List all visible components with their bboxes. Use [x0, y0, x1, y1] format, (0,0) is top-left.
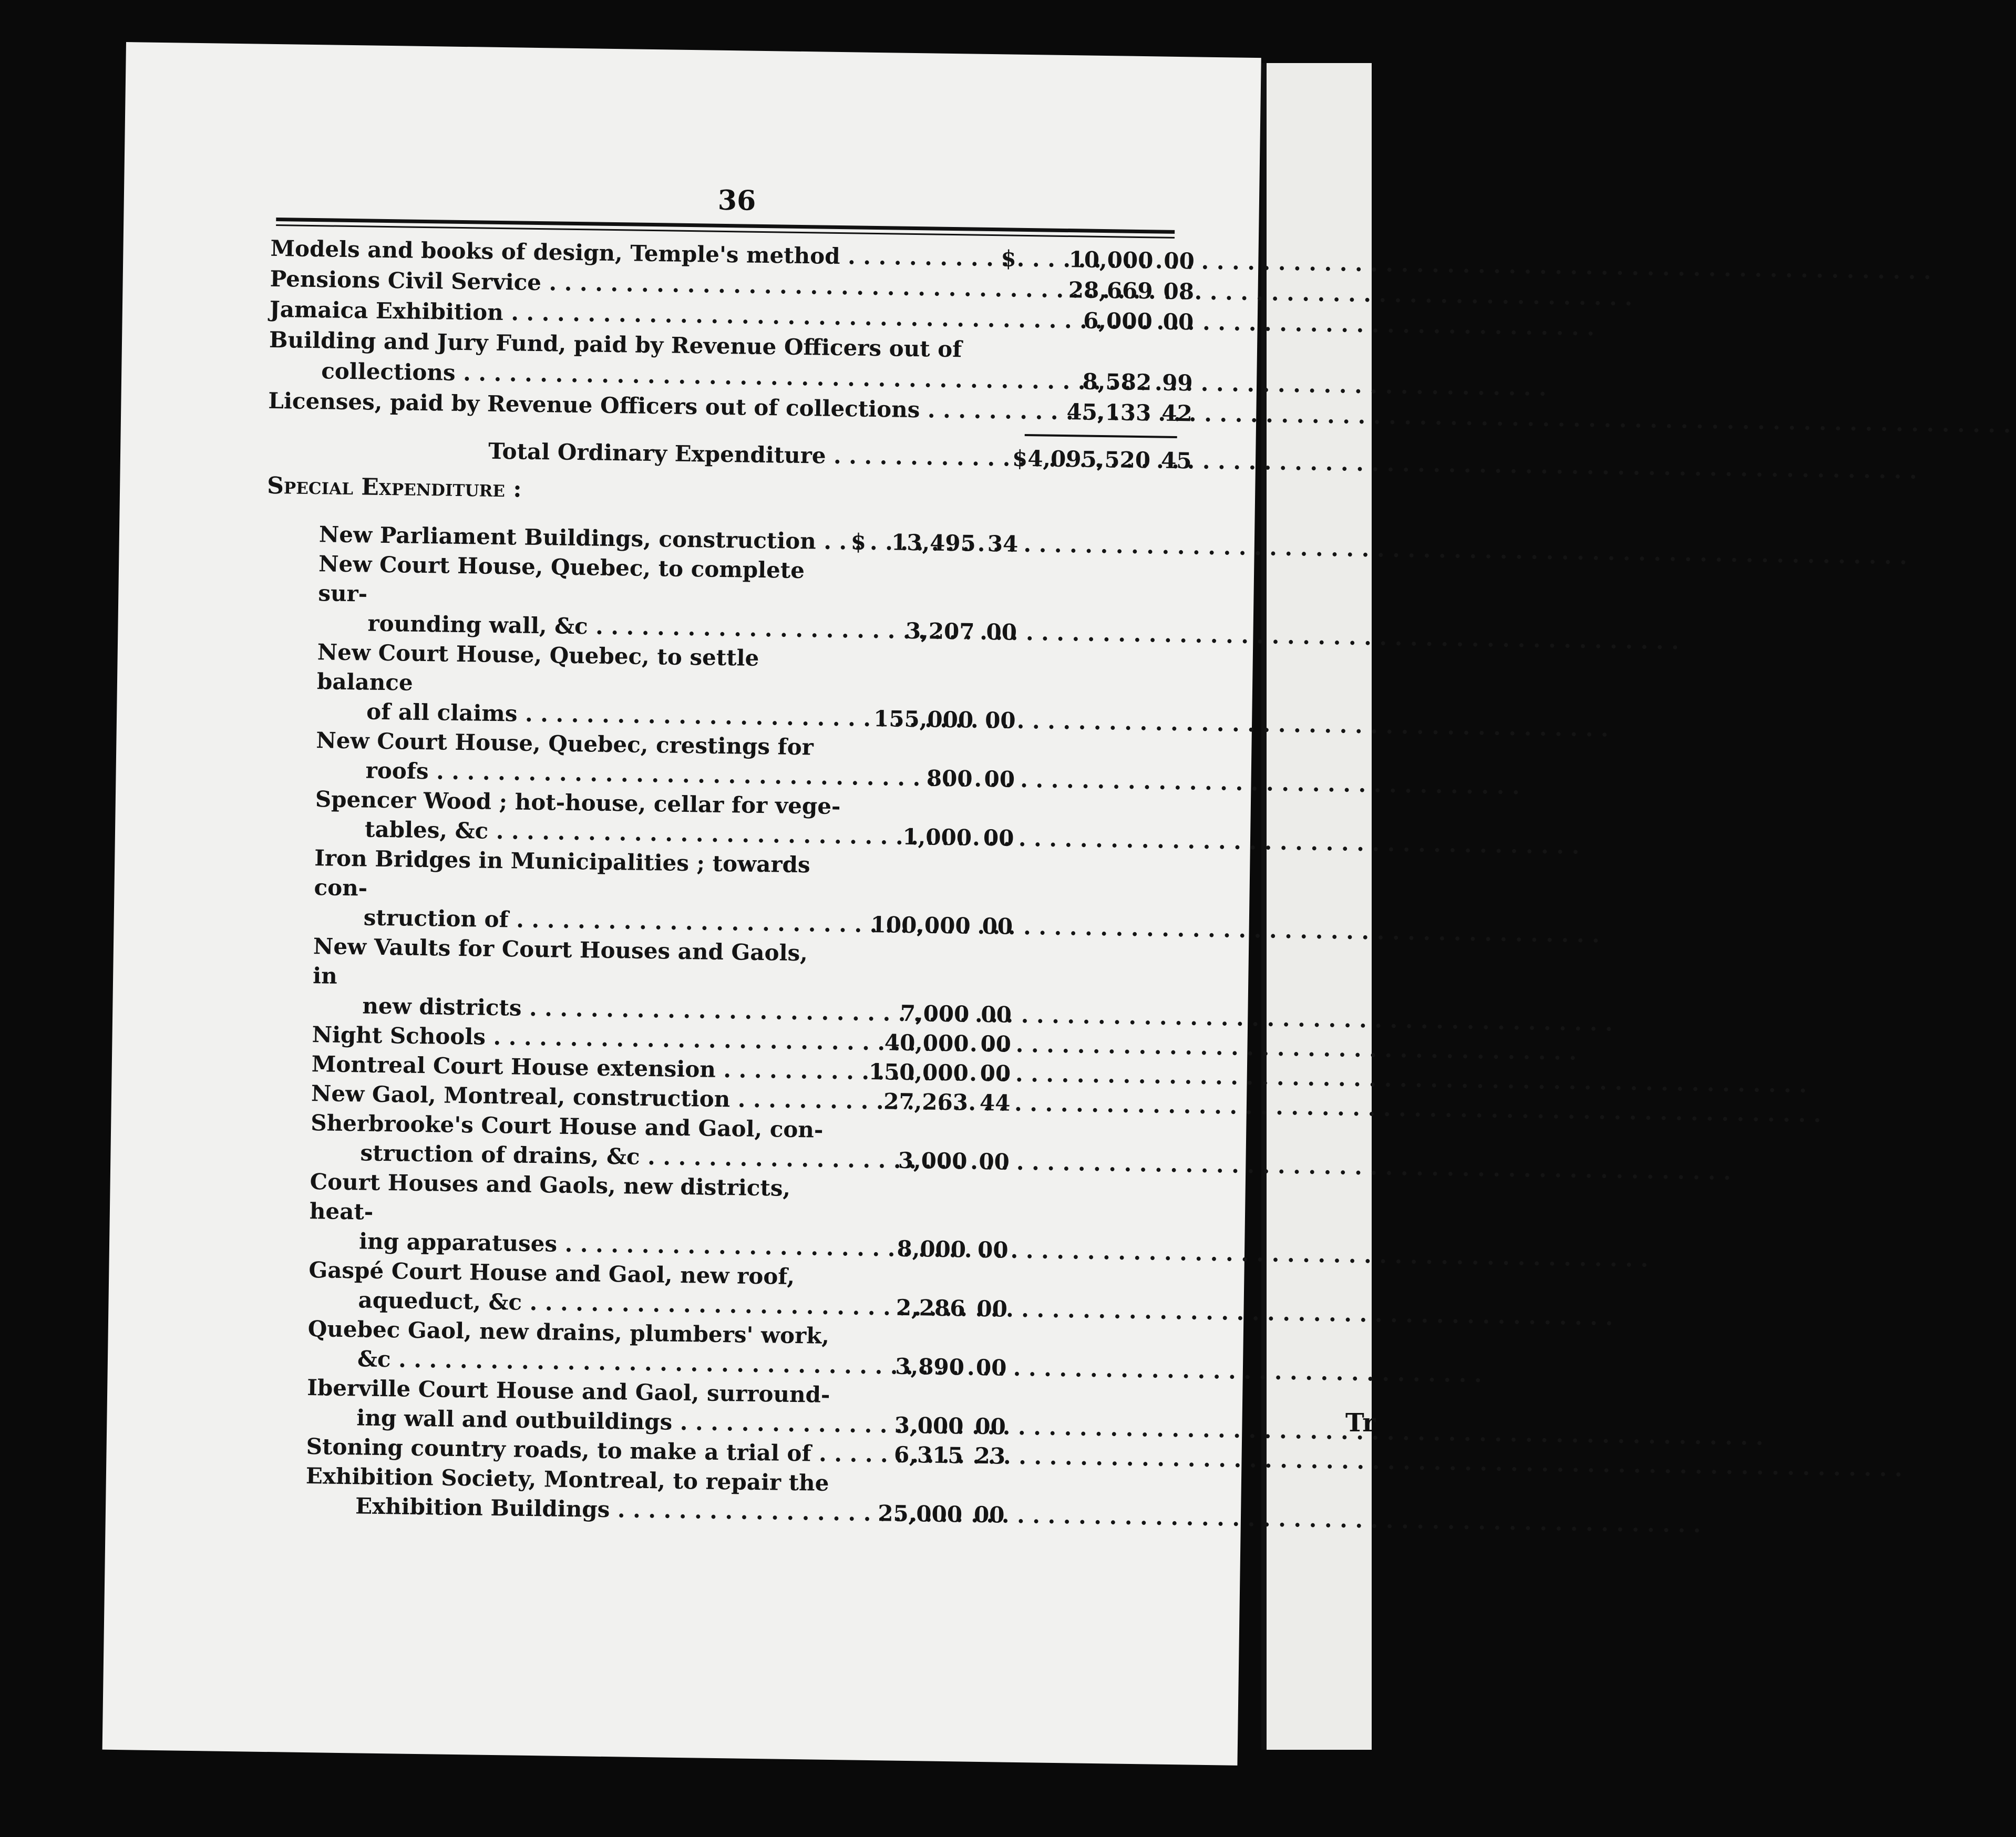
entry-cents: 00: [973, 1501, 1005, 1528]
entry-amount: 28,669: [1068, 277, 1153, 304]
entry-amount: 3,000: [894, 1412, 964, 1439]
entry-label: ing apparatuses . . .: [309, 1226, 835, 1263]
entry-label: Night Schools . . .: [312, 1020, 838, 1057]
entry-amount: 6,315: [893, 1441, 963, 1469]
entry-amount: 1,000: [902, 823, 972, 851]
entry-label: Pensions Civil Service . . .: [270, 264, 995, 304]
total-label: Total Ordinary Expenditure . . .: [268, 433, 993, 473]
entry-label: &c . . .: [307, 1344, 834, 1380]
total-amount: $4,095,520: [1012, 445, 1151, 473]
entry-label: roofs . . .: [315, 755, 841, 792]
entry-amount: 25,000: [877, 1500, 963, 1528]
page-number: 36: [717, 184, 756, 217]
entry-label: New Parliament Buildings, construction . . .: [319, 520, 845, 556]
entry-lead-text: Gaspé Court House and Gaol, new roof,: [308, 1257, 795, 1289]
entry-cents: 00: [975, 1413, 1006, 1440]
entry-cents: 44: [979, 1089, 1011, 1116]
entry-label: struction of drains, &c . . .: [310, 1138, 836, 1174]
entry-label: new districts . . .: [312, 990, 838, 1027]
entry-lead-text: New Vaults for Court Houses and Gaols, in: [312, 933, 808, 989]
dollar-sign: $: [850, 529, 867, 555]
entry-amount: 7,000: [900, 1000, 970, 1027]
entry-label: Montreal Court House extension . . .: [311, 1049, 837, 1086]
entry-lead-text: New Court House, Quebec, to complete sur-: [318, 551, 805, 607]
entry-amount: 40,000: [884, 1029, 969, 1057]
entry-cents: 23: [974, 1442, 1006, 1469]
entry-amount: 155,000: [873, 705, 974, 733]
dollar-sign: $: [1001, 245, 1016, 272]
entry-amount: 3,207: [905, 617, 975, 645]
entry-amount: 13,495: [891, 529, 976, 556]
entry-lead-text: Exhibition Society, Montreal, to repair the: [305, 1463, 829, 1496]
entry-amount: 27,263: [883, 1088, 969, 1116]
entry-label: Jamaica Exhibition . . .: [270, 294, 995, 335]
expenditure-table: [253, 233, 1195, 1532]
entry-cents: 34: [987, 530, 1019, 557]
entry-label: rounding wall, &c . . .: [317, 608, 844, 645]
entry-label: Licenses, paid by Revenue Officers out of collections . . .: [268, 386, 994, 426]
entry-cents: 00: [1163, 308, 1194, 335]
total-row: [268, 433, 1192, 476]
total-cents: 45: [1160, 447, 1192, 474]
entry-amount: 150,000: [868, 1058, 969, 1086]
entry-lead-text: Spencer Wood ; hot-house, cellar for vege-: [315, 786, 841, 820]
entry-label: Models and books of design, Temple's method . . .: [270, 233, 996, 274]
entry-label: collections . . .: [269, 355, 1047, 397]
entry-label: tables, &c . . .: [315, 814, 841, 851]
entry-lead-text: New Court House, Quebec, to settle balance: [316, 639, 759, 696]
entry-label: of all claims . . .: [316, 696, 842, 733]
entry-amount: 8,582: [1082, 368, 1152, 396]
entry-cents: 00: [984, 707, 1016, 734]
special-expenditure-list: [253, 519, 1181, 1532]
entry-cents: 00: [975, 1354, 1007, 1381]
entry-label: ing wall and outbuildings . . .: [306, 1402, 832, 1439]
entry-cents: 00: [984, 766, 1015, 792]
entry-lead-text: Court Houses and Gaols, new districts, heat-: [309, 1169, 791, 1225]
entry-label: Exhibition Buildings . . .: [305, 1491, 831, 1528]
entry-lead-text: Iberville Court House and Gaol, surround-: [306, 1375, 830, 1408]
total-rule: [1025, 434, 1177, 438]
entry-cents: 00: [986, 618, 1017, 645]
entry-lead-text: Quebec Gaol, new drains, plumbers' work,: [307, 1316, 830, 1349]
entry-amount: 3,000: [898, 1147, 968, 1174]
entry-amount: 45,133: [1066, 399, 1151, 426]
ordinary-expenditure-list: [268, 233, 1195, 429]
entry-amount: 6,000: [1083, 307, 1153, 335]
entry-lead-text: Building and Jury Fund, paid by Revenue Officers out of: [269, 326, 962, 363]
entry-amount: 2,286: [896, 1294, 965, 1322]
entry-cents: 00: [977, 1236, 1009, 1263]
entry-amount: 3,890: [895, 1353, 965, 1380]
entry-cents: 00: [983, 824, 1014, 851]
entry-label: aqueduct, &c . . .: [308, 1285, 834, 1322]
document-page: [102, 42, 1261, 1766]
entry-cents: 00: [980, 1030, 1012, 1057]
entry-cents: 00: [980, 1060, 1011, 1087]
entry-amount: 800: [926, 765, 973, 792]
entry-cents: 08: [1163, 278, 1195, 305]
entry-label: New Gaol, Montreal, construction . . .: [311, 1079, 837, 1116]
entry-cents: 00: [982, 913, 1013, 940]
entry-cents: 00: [980, 1001, 1012, 1028]
entry-cents: 42: [1161, 400, 1193, 427]
facing-page-text-fragment: Tr: [1345, 1408, 1376, 1438]
entry-cents: 00: [976, 1295, 1008, 1322]
entry-lead-text: Sherbrooke's Court House and Gaol, con-: [310, 1110, 824, 1143]
special-expenditure-heading: Special Expenditure :: [266, 472, 522, 503]
entry-cents: 99: [1161, 369, 1193, 396]
entry-lead-text: Iron Bridges in Municipalities ; towards con-: [314, 845, 810, 901]
entry-label: Stoning country roads, to make a trial of . . .: [306, 1432, 832, 1469]
entry-label: struction of . . .: [313, 902, 839, 939]
entry-amount: 10,000: [1068, 246, 1154, 274]
entry-amount: 100,000: [870, 911, 971, 939]
entry-lead-text: New Court House, Quebec, crestings for: [316, 727, 814, 760]
entry-amount: 8,000: [897, 1235, 966, 1263]
entry-cents: 00: [979, 1148, 1010, 1175]
entry-cents: 00: [1164, 247, 1195, 274]
